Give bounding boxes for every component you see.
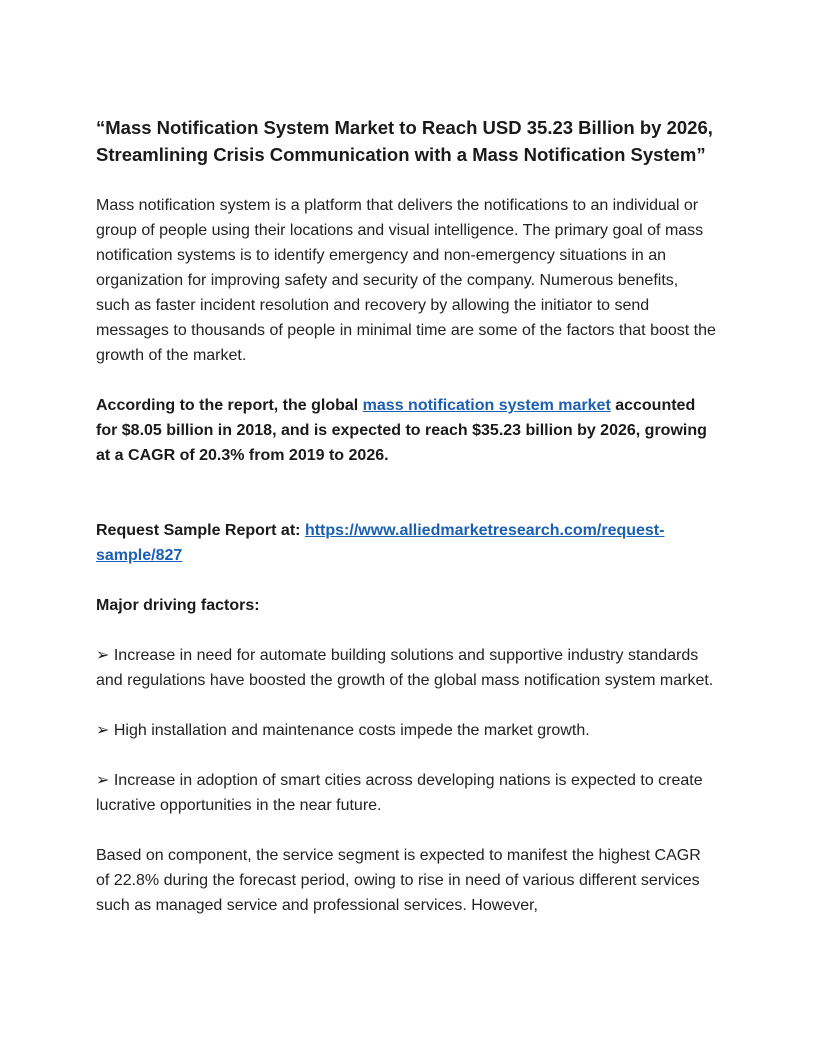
document-page bbox=[96, 114, 716, 918]
drivers-heading: Major driving factors: bbox=[96, 597, 260, 614]
arrow-bullet-icon: ➢ bbox=[96, 647, 110, 664]
sample-request-paragraph bbox=[96, 518, 716, 568]
driver-item bbox=[96, 643, 716, 693]
arrow-bullet-icon: ➢ bbox=[96, 722, 110, 739]
sample-request-link[interactable]: https://www.alliedmarketresearch.com/request-sample/827 bbox=[96, 522, 665, 564]
driver-text: High installation and maintenance costs impede the market growth. bbox=[109, 722, 590, 739]
report-paragraph bbox=[96, 393, 716, 468]
driver-item bbox=[96, 768, 716, 818]
document-title: “Mass Notification System Market to Reach USD 35.23 Billion by 2026, Streamlining Crisis Communication with a Mass Notification System” bbox=[96, 117, 713, 165]
market-report-link[interactable]: mass notification system market bbox=[362, 397, 611, 414]
arrow-bullet-icon: ➢ bbox=[96, 772, 110, 789]
report-suffix: accounted for $8.05 billion in 2018, and is expected to reach $35.23 billion by 2026, growing at a CAGR of 20.3% from 2019 to 2026. bbox=[96, 397, 707, 464]
sample-request-label: Request Sample Report at: bbox=[96, 522, 305, 539]
intro-paragraph: Mass notification system is a platform that delivers the notifications to an individual or group of people using their locations and visual intelligence. The primary goal of mass notification systems is to identify emergency and non-emergency situations in an organization for improving safety and security of the company. Numerous benefits, such as faster incident resolution and recovery by allowing the initiator to send messages to thousands of people in minimal time are some of the factors that boost the growth of the market. bbox=[96, 197, 716, 364]
driver-text: Increase in need for automate building solutions and supportive industry standards and regulations have boosted the growth of the global mass notification system market. bbox=[96, 647, 714, 689]
report-prefix: According to the report, the global bbox=[96, 397, 363, 414]
driver-item bbox=[96, 718, 716, 743]
component-paragraph: Based on component, the service segment is expected to manifest the highest CAGR of 22.8% during the forecast period, owing to rise in need of various different services such as managed service and professional services. However, bbox=[96, 847, 701, 914]
driver-text: Increase in adoption of smart cities across developing nations is expected to create lucrative opportunities in the near future. bbox=[96, 772, 703, 814]
